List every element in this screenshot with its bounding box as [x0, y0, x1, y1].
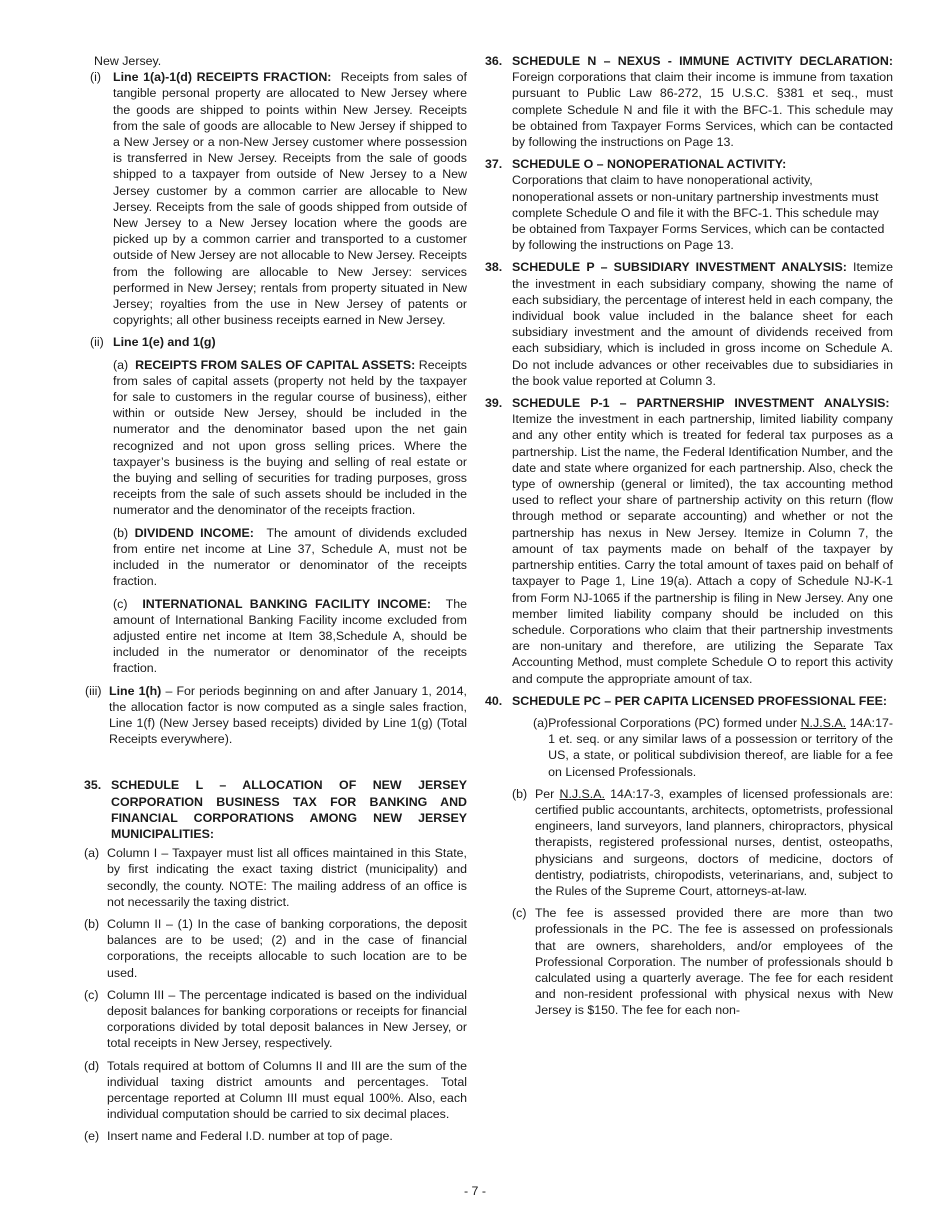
list-item — [84, 987, 467, 1052]
section-35-number: 35. — [84, 778, 102, 793]
item-ii-label: (ii) — [90, 335, 104, 350]
section-36 — [485, 53, 893, 150]
item-ii-a — [113, 357, 467, 519]
item-ii-c-heading: INTERNATIONAL BANKING FACILITY INCOME: — [142, 596, 431, 611]
list-item — [84, 845, 467, 910]
item-i — [90, 69, 467, 328]
item-ii-b-label: (b) — [113, 525, 129, 540]
list-item — [84, 1128, 467, 1144]
section-38-heading: SCHEDULE P – SUBSIDIARY INVESTMENT ANALYSIS: — [512, 260, 847, 275]
item-ii-c-label: (c) — [113, 596, 128, 611]
item-iii-heading: Line 1(h) — [109, 683, 162, 698]
section-37-number: 37. — [485, 157, 503, 172]
section-40-b-statute: N.J.S.A. — [559, 786, 605, 801]
section-39-number: 39. — [485, 396, 503, 411]
section-40-item-b — [512, 786, 893, 899]
section-37-text: Corporations that claim to have nonoperational activity, nonoperational assets or non-unitary partnership investments must complete Schedule O and file it with the BFC-1. This schedule may be obtained from Taxpayer Forms Services, which can be contacted by following the instructions on Page 13. — [512, 173, 885, 253]
item-iii-label: (iii) — [85, 683, 102, 698]
section-40-number: 40. — [485, 693, 503, 708]
continuation-text: New Jersey. — [94, 54, 162, 68]
section-40-c-label: (c) — [512, 906, 527, 921]
section-40-b-text-after: 14A:17-3, examples of licensed professionals are: certified public accountants, architects, optometrists, professional engineers, land surveyors, land planners, chiropractors, physical therapists, registered professional nurses, dentist, osteopaths, physicians and surgeons, doctors of medicine, doctors of dentistry, podiatrists, chiropodists, veterinarians, and, subject to the Rules of the Supreme Court, attorneys-at-law. — [535, 786, 894, 898]
page-number: - 7 - — [463, 1184, 487, 1198]
section-40-a-label: (a) — [533, 715, 549, 730]
section-40-a-statute: N.J.S.A. — [800, 715, 847, 730]
section-35 — [84, 777, 467, 842]
item-i-label: (i) — [90, 70, 102, 85]
item-ii-c — [113, 596, 467, 677]
section-38 — [485, 259, 893, 389]
item-ii-c-text: The amount of International Banking Facility income excluded from adjusted entire net income at Item 38,Schedule A, should be included in the numerator or denominator of the receipts fraction. — [113, 596, 467, 676]
section-40-a-text-before: Professional Corporations (PC) formed under — [548, 715, 798, 730]
item-ii-b — [113, 525, 467, 590]
section-40-heading: SCHEDULE PC – PER CAPITA LICENSED PROFESSIONAL FEE: — [512, 693, 887, 708]
section-40 — [485, 693, 893, 709]
item-ii-heading: Line 1(e) and 1(g) — [113, 335, 216, 350]
item-ii-a-label: (a) — [113, 357, 129, 372]
item-ii-a-text: Receipts from sales of capital assets (property not held by the taxpayer for sale to customers in the regular course of business), either within or outside New Jersey, should be included in the numerator and the denominator based upon the net gain recognized and not upon gross selling prices. Where the taxpayer’s business is the buying and selling of real estate or the buying and selling of securities for trading purposes, gross receipts from the sale of such assets should be included in the numerator and the denominator of the receipts fraction. — [113, 357, 467, 518]
section-36-number: 36. — [485, 54, 503, 68]
item-ii-b-text: The amount of dividends excluded from entire net income at Line 37, Schedule A, must not be included in the numerator or denominator of the receipts fraction. — [113, 525, 467, 589]
list-item-label: (e) — [84, 1129, 100, 1144]
list-item-text: Column I – Taxpayer must list all offices maintained in this State, by first indicating the exact taxing district (municipality) and secondly, the county. NOTE: The mailing address of an office is not necessarily the taxing district. — [107, 846, 467, 909]
list-item-label: (a) — [84, 846, 100, 861]
section-37-heading: SCHEDULE O – NONOPERATIONAL ACTIVITY: — [512, 157, 787, 172]
item-ii-b-heading: DIVIDEND INCOME: — [134, 525, 254, 540]
list-item-text: Column II – (1) In the case of banking corporations, the deposit balances are to be used; (2) and in the case of financial corporations, the receipts allocable to such location are to be used. — [107, 916, 467, 980]
item-ii — [90, 334, 467, 676]
right-column — [485, 53, 893, 1019]
section-38-number: 38. — [485, 260, 503, 275]
left-column — [84, 53, 467, 1145]
section-40-item-a — [533, 715, 893, 780]
section-40-b-text-before: Per — [535, 786, 555, 801]
list-item — [84, 1058, 467, 1123]
section-39 — [485, 395, 893, 687]
section-38-text: Itemize the investment in each subsidiary company, showing the name of each subsidiary, the percentage of interest held in each company, the individual book value included in the balance sheet for each subsidiary investment and the amount of dividends received from each subsidiary, which is included in gross income on Schedule A. Do not include advances or other receivables due to subsidiaries in the book value reported at Column 3. — [512, 260, 893, 388]
section-37 — [485, 156, 893, 253]
section-40-a-text-after: 14A:17-1 et. seq. or any similar laws of a possession or territory of the US, a state, or political subdivision thereof, are liable for a fee on Licensed Professionals. — [548, 715, 893, 779]
item-ii-a-heading: RECEIPTS FROM SALES OF CAPITAL ASSETS: — [135, 357, 416, 372]
section-40-b-label: (b) — [512, 786, 528, 801]
list-item-label: (c) — [84, 987, 99, 1002]
section-36-text: Foreign corporations that claim their income is immune from taxation pursuant to Public Law 86-272, 15 U.S.C. §381 et seq., must complete Schedule N and file it with the BFC-1. This schedule may be obtained from Taxpayer Forms Services, which can be contacted by following the instructions on Page 13. — [512, 70, 893, 150]
list-item-text: Column III – The percentage indicated is based on the individual deposit balances for banking corporations or receipts for financial corporations divided by total deposit balances in New Jersey, or total receipts in New Jersey, respectively. — [107, 987, 467, 1051]
list-item-text: Totals required at bottom of Columns II and III are the sum of the individual taxing district amounts and percentages. Total percentage reported at Column III must equal 100%. Also, each individual computation should be carried to six decimal places. — [107, 1058, 467, 1122]
list-item-label: (d) — [84, 1058, 100, 1073]
list-item — [84, 916, 467, 981]
section-40-item-c — [512, 905, 893, 1018]
section-40-c-text: The fee is assessed provided there are more than two professionals in the PC. The fee is assessed on professionals that are owners, shareholders, and/or employees of the Professional Corporation. The number of professionals should b calculated using a quarterly average. The fee for each resident and non-resident professional with physical nexus with New Jersey is $150. The fee for each non- — [535, 906, 893, 1018]
list-item-label: (b) — [84, 916, 100, 931]
item-i-text: Receipts from sales of tangible personal property are allocated to New Jersey where the goods are shipped to points within New Jersey. Receipts from the sale of goods are allocable to New Jersey if shipped to a New Jersey or a non-New Jersey customer where possession is transferred in New Jersey. Receipts from the sale of goods shipped to a taxpayer from outside of New Jersey to a New Jersey customer by a common carrier are allocable to New Jersey. Receipts from the sale of goods shipped from outside of New Jersey to a New Jersey location where the goods are picked up by a common carrier and transported to a customer outside of New Jersey are not allocable to New Jersey. Receipts from the following are allocable to New Jersey: services performed in New Jersey; rentals from property situated in New Jersey; royalties from the use in New Jersey of patents or copyrights; all other business receipts earned in New Jersey. — [113, 70, 467, 328]
section-36-heading: SCHEDULE N – NEXUS - IMMUNE ACTIVITY DECLARATION: — [512, 54, 893, 68]
item-i-heading: Line 1(a)-1(d) RECEIPTS FRACTION: — [113, 70, 332, 85]
list-item-text: Insert name and Federal I.D. number at top of page. — [107, 1129, 393, 1144]
section-39-heading: SCHEDULE P-1 – PARTNERSHIP INVESTMENT ANALYSIS: — [512, 396, 890, 411]
section-35-heading: SCHEDULE L – ALLOCATION OF NEW JERSEY CORPORATION BUSINESS TAX FOR BANKING AND FINANCIAL CORPORATIONS AMONG NEW JERSEY MUNICIPALITIES: — [111, 778, 467, 841]
item-iii-text: – For periods beginning on and after January 1, 2014, the allocation factor is now computed as a single sales fraction, Line 1(f) (New Jersey based receipts) divided by Line 1(g) (Total Receipts everywhere). — [109, 683, 467, 747]
section-39-text: Itemize the investment in each partnership, limited liability company and any other entity which is treated for federal tax purposes as a partnership. List the name, the Federal Identification Number, and the date and state where organized for each partnership. Also, check the type of ownership (general or limited), the tax accounting method used to reflect your share of partnership activity on this return (flow through method or separate accounting) and whether or not the partnership has nexus in New Jersey. Itemize in Column 7, the amount of tax payments made on behalf of the taxpayer by partnership entities. Carry the total amount of taxes paid on behalf of taxpayer to Page 1, Line 19(a). Attach a copy of Schedule NJ-K-1 from Form NJ-1065 if the partnership is filing in New Jersey. Any one member limited liability company should be included on this schedule. Corporations who claim that their partnership investments are non-unitary and therefore, are utilizing the Separate Tax Accounting Method, must complete Schedule O to report this activity and compute the appropriate amount of tax. — [512, 412, 893, 686]
item-iii — [85, 683, 467, 748]
